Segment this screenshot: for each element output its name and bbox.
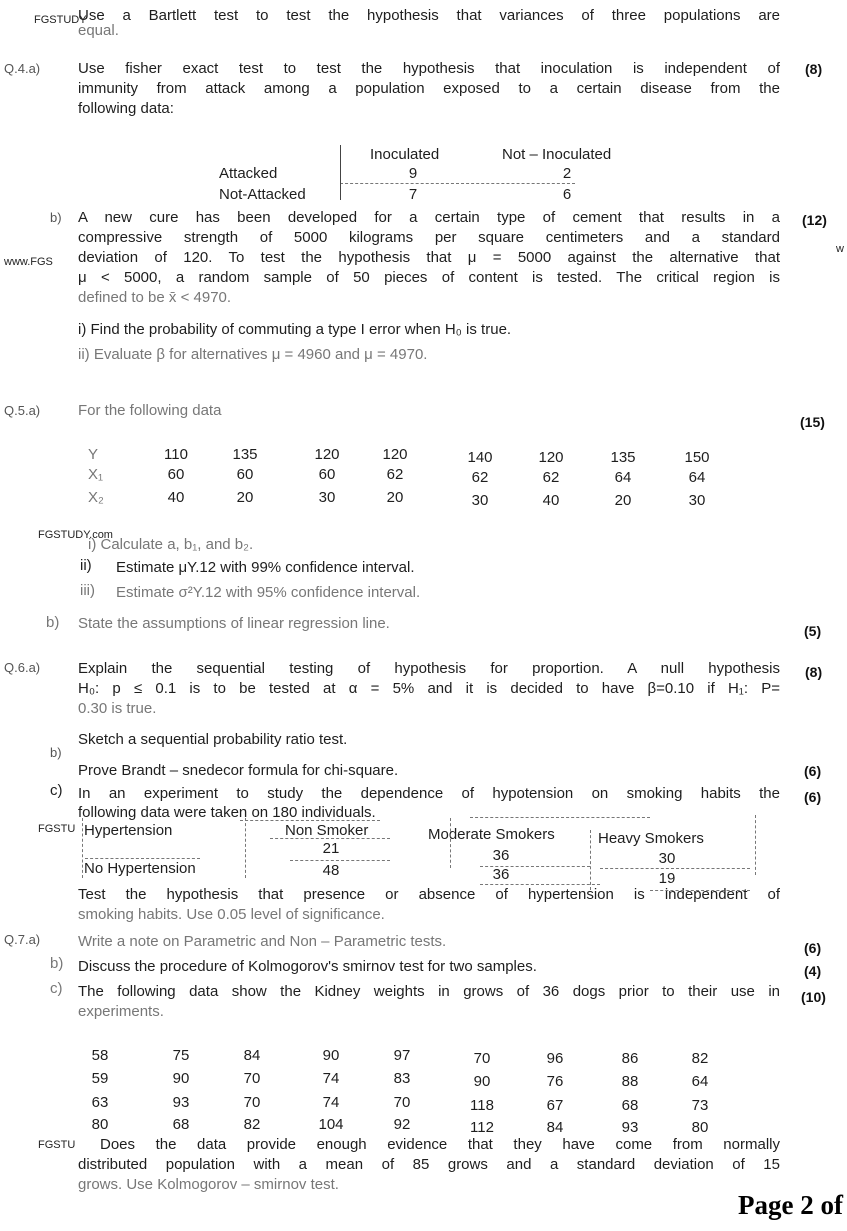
question-text: smoking habits. Use 0.05 level of significance. (78, 906, 385, 923)
question-text: Prove Brandt – snedecor formula for chi-square. (78, 762, 399, 779)
cell: 73 (691, 1097, 709, 1114)
cell: 118 (470, 1097, 494, 1114)
cell: 7 (408, 186, 418, 203)
question-text: State the assumptions of linear regression line. (78, 615, 390, 632)
question-text: For the following data (78, 402, 222, 419)
cell: 20 (236, 489, 254, 506)
table-divider (755, 815, 756, 875)
item-label: c) (50, 782, 63, 799)
page-number: Page 2 of (738, 1190, 843, 1220)
cell: 120 (314, 446, 340, 463)
cell: 58 (91, 1047, 109, 1064)
question-text: Estimate μY.12 with 99% confidence interval. (116, 559, 415, 576)
table-header: Moderate Smokers (428, 826, 555, 843)
question-text: distributed population with a mean of 85 grows and a standard deviation of 15 (78, 1156, 780, 1173)
watermark: FGSTU (38, 1139, 76, 1151)
watermark: FGSTUDY.com (38, 529, 113, 541)
question-text: defined to be x̄ < 4970. (78, 289, 232, 306)
question-text: grows. Use Kolmogorov – smirnov test. (78, 1176, 339, 1193)
item-label: iii) (80, 582, 95, 599)
cell: 20 (386, 489, 404, 506)
cell: 96 (546, 1050, 564, 1067)
marks: (8) (805, 61, 823, 77)
question-text: The following data show the Kidney weights in grows of 36 dogs prior to their use in (78, 983, 780, 1000)
table-rule (600, 868, 750, 869)
question-text: ii) Evaluate β for alternatives μ = 4960 and μ = 4970. (78, 346, 428, 363)
watermark: FGSTU (38, 823, 76, 835)
table-divider (590, 830, 591, 890)
question-label: Q.5.a) (4, 403, 41, 418)
cell: 36 (492, 847, 510, 864)
question-text: Use fisher exact test to test the hypothesis that inoculation is independent of (78, 60, 780, 77)
cell: 74 (322, 1070, 340, 1087)
marks: (4) (804, 963, 822, 979)
cell: 83 (393, 1070, 411, 1087)
question-text: Write a note on Parametric and Non – Parametric tests. (78, 933, 447, 950)
cell: 80 (91, 1116, 109, 1133)
cell: 36 (492, 866, 510, 883)
table-header: Not – Inoculated (502, 146, 612, 163)
marks: (5) (804, 623, 822, 639)
cell: 92 (393, 1116, 411, 1133)
table-rule (340, 183, 575, 184)
cell: 86 (621, 1050, 639, 1067)
watermark: www.FGS (4, 256, 53, 268)
item-label: b) (46, 614, 60, 631)
question-text: Use a Bartlett test to test the hypothesis that variances of three populations are (78, 7, 780, 24)
table-header: Heavy Smokers (598, 830, 704, 847)
cell: 84 (546, 1119, 564, 1136)
question-label: Q.7.a) (4, 932, 41, 947)
cell: 150 (684, 449, 710, 466)
marks: (8) (805, 664, 823, 680)
row-label: X₁ (88, 466, 104, 483)
cell: 30 (688, 492, 706, 509)
item-label: b) (50, 745, 62, 760)
question-text: Estimate σ²Y.12 with 95% confidence interval. (116, 584, 421, 601)
question-text: μ < 5000, a random sample of 50 pieces of content is tested. The critical region is (78, 269, 780, 286)
cell: 67 (546, 1097, 564, 1114)
question-text: experiments. (78, 1003, 164, 1020)
question-text: deviation of 120. To test the hypothesis that μ = 5000 against the alternative that (78, 249, 780, 266)
table-rule (85, 858, 200, 859)
row-label: Y (88, 446, 99, 463)
cell: 6 (562, 186, 572, 203)
table-rule (270, 838, 390, 839)
item-label: ii) (80, 557, 92, 574)
question-text: Test the hypothesis that presence or absence of hypertension is independent of (78, 886, 780, 903)
table-header: Inoculated (370, 146, 440, 163)
watermark: FGSTUDY (34, 14, 87, 26)
cell: 68 (172, 1116, 190, 1133)
question-text: 0.30 is true. (78, 700, 157, 717)
row-label: Not-Attacked (219, 186, 306, 203)
cell: 93 (172, 1094, 190, 1111)
cell: 140 (467, 449, 493, 466)
cell: 104 (318, 1116, 344, 1133)
cell: 30 (318, 489, 336, 506)
row-label: No Hypertension (84, 860, 196, 877)
cell: 90 (473, 1073, 491, 1090)
marks: (6) (804, 763, 822, 779)
cell: 135 (610, 449, 636, 466)
cell: 2 (562, 165, 572, 182)
cell: 21 (322, 840, 340, 857)
question-text: following data: (78, 100, 174, 117)
cell: 48 (322, 862, 340, 879)
row-label: Hypertension (84, 822, 173, 839)
marks: (15) (800, 414, 825, 430)
cell: 90 (172, 1070, 190, 1087)
cell: 20 (614, 492, 632, 509)
cell: 74 (322, 1094, 340, 1111)
table-rule (480, 866, 590, 867)
cell: 68 (621, 1097, 639, 1114)
table-header: Non Smoker (285, 822, 369, 839)
row-label: Attacked (219, 165, 278, 182)
question-label: Q.6.a) (4, 660, 41, 675)
cell: 30 (471, 492, 489, 509)
cell: 120 (538, 449, 564, 466)
cell: 88 (621, 1073, 639, 1090)
table-divider (450, 818, 451, 868)
cell: 40 (167, 489, 185, 506)
item-label: b) (50, 955, 64, 972)
cell: 82 (243, 1116, 261, 1133)
cell: 62 (542, 469, 560, 486)
question-text: Discuss the procedure of Kolmogorov's smirnov test for two samples. (78, 958, 537, 975)
cell: 70 (243, 1094, 261, 1111)
cell: 30 (658, 850, 676, 867)
cell: 70 (473, 1050, 491, 1067)
question-text: H₀: p ≤ 0.1 is to be tested at α = 5% and it is decided to have β=0.10 if H₁: P= (78, 680, 780, 697)
marks: (12) (802, 212, 827, 228)
cell: 70 (393, 1094, 411, 1111)
cell: 64 (691, 1073, 709, 1090)
question-text: compressive strength of 5000 kilograms per square centimeters and a standard (78, 229, 780, 246)
cell: 112 (470, 1119, 494, 1136)
question-text: immunity from attack among a population exposed to a certain disease from the (78, 80, 780, 97)
table-rule (240, 820, 380, 821)
cell: 59 (91, 1070, 109, 1087)
table-divider (340, 145, 341, 200)
question-text: In an experiment to study the dependence of hypotension on smoking habits the (78, 785, 780, 802)
cell: 60 (167, 466, 185, 483)
cell: 75 (172, 1047, 190, 1064)
cell: 97 (393, 1047, 411, 1064)
cell: 70 (243, 1070, 261, 1087)
cell: 64 (614, 469, 632, 486)
item-label: c) (50, 980, 63, 997)
question-text: Explain the sequential testing of hypothesis for proportion. A null hypothesis (78, 660, 780, 677)
cell: 19 (658, 870, 676, 887)
row-label: X₂ (88, 489, 104, 506)
cell: 110 (164, 446, 188, 463)
cell: 62 (386, 466, 404, 483)
cell: 40 (542, 492, 560, 509)
question-text: following data were taken on 180 individuals. (78, 804, 376, 821)
question-text: A new cure has been developed for a certain type of cement that results in a (78, 209, 780, 226)
marks: (6) (804, 789, 822, 805)
watermark: w (836, 243, 844, 255)
marks: (10) (801, 989, 826, 1005)
table-rule (290, 860, 390, 861)
cell: 64 (688, 469, 706, 486)
question-text: Does the data provide enough evidence that they have come from normally (100, 1136, 780, 1153)
question-text: i) Calculate a, b₁, and b₂. (88, 536, 254, 553)
table-rule (480, 884, 600, 885)
table-divider (245, 818, 246, 878)
cell: 135 (232, 446, 258, 463)
table-rule (650, 890, 750, 891)
cell: 120 (382, 446, 408, 463)
cell: 60 (318, 466, 336, 483)
cell: 62 (471, 469, 489, 486)
question-text: Sketch a sequential probability ratio test. (78, 731, 348, 748)
cell: 90 (322, 1047, 340, 1064)
cell: 93 (621, 1119, 639, 1136)
cell: 63 (91, 1094, 109, 1111)
marks: (6) (804, 940, 822, 956)
question-text: i) Find the probability of commuting a type I error when H₀ is true. (78, 321, 512, 338)
question-text: equal. (78, 22, 119, 39)
cell: 76 (546, 1073, 564, 1090)
cell: 82 (691, 1050, 709, 1067)
cell: 60 (236, 466, 254, 483)
cell: 80 (691, 1119, 709, 1136)
table-divider (82, 818, 83, 878)
cell: 9 (408, 165, 418, 182)
cell: 84 (243, 1047, 261, 1064)
question-label: Q.4.a) (4, 61, 41, 76)
question-label: b) (50, 210, 62, 225)
table-rule (470, 817, 650, 818)
